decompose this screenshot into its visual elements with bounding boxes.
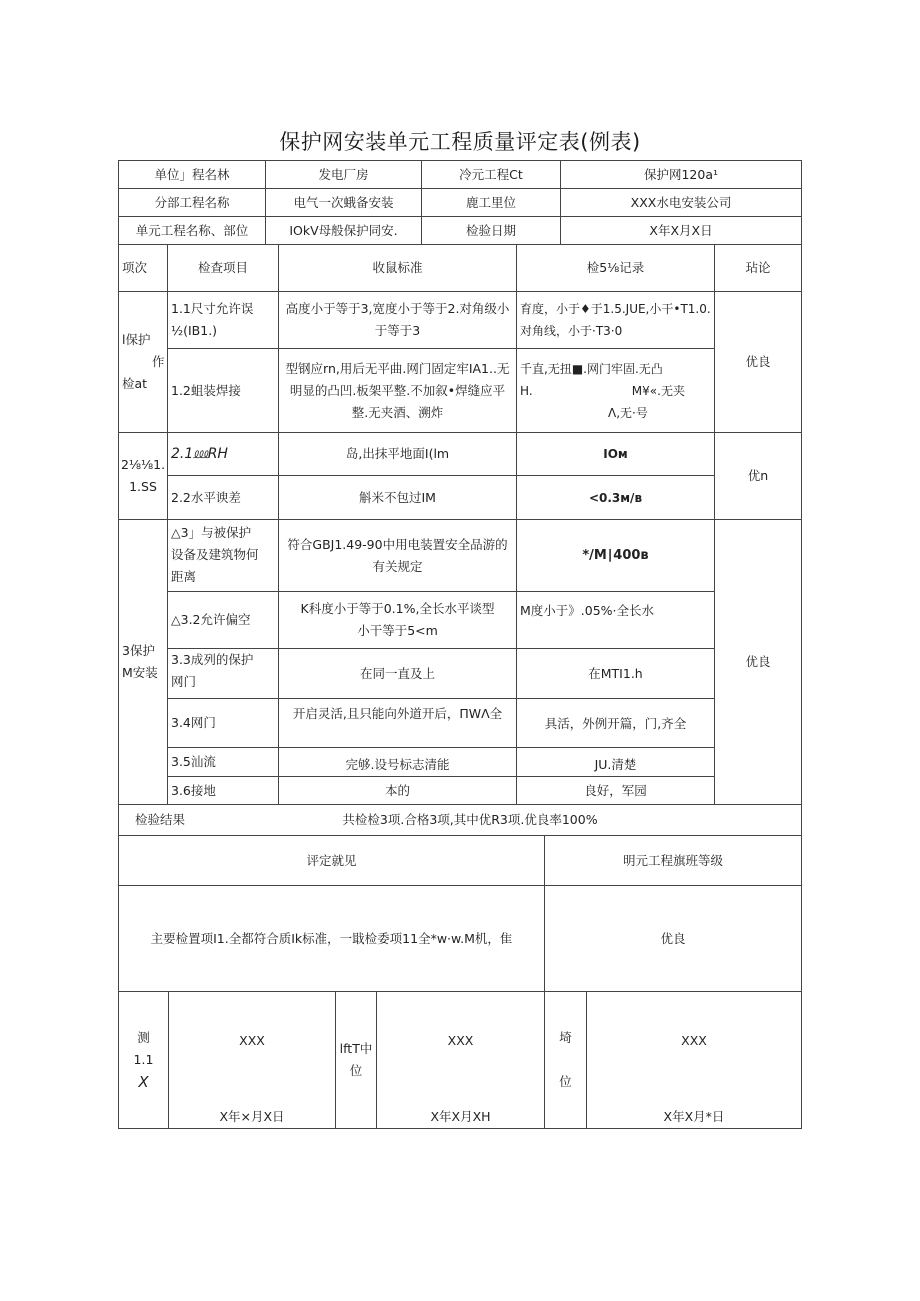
- opinion-text: 主要检置项I1.全都符合质Ik标准，一戢检委项11全*w·w.M机，隹: [118, 885, 545, 992]
- col-index: 项次: [118, 244, 168, 292]
- sign-label-2: lftT中 位: [335, 991, 377, 1129]
- page-title: 保护网安装单元工程质量评定表(例表): [279, 130, 641, 154]
- group1-standard-1: 高度小于等于3,宽度小于等于2.对角级小 于等于3: [278, 291, 517, 349]
- group2-conclusion: 优n: [714, 432, 802, 520]
- group1-standard-2: 型钢应rn,用后无平曲.网门固定牢IA1..无 明显的凸凹.板架平整.不加叙•焊缝应平 整.无夹酒、溯炸: [278, 348, 517, 433]
- sign-date-3: X年X月*日: [663, 1109, 725, 1124]
- group2-record-1: IOм: [516, 432, 715, 476]
- group3-item-4: 3.4网门: [167, 698, 279, 748]
- group3-item-6: 3.6接地: [167, 776, 279, 805]
- group3-record-1: */M∣400в: [516, 519, 715, 592]
- col-item: 检查项目: [167, 244, 279, 292]
- sign-block-2: [376, 991, 545, 1129]
- group3-standard-4: 开启灵活,且只能向外道开后，ПWΛ全: [278, 698, 517, 748]
- group1-conclusion: 优良: [714, 291, 802, 433]
- opinion-header: 评定就见: [118, 835, 545, 886]
- group3-record-6: 良好，军园: [516, 776, 715, 805]
- header-part-label: 单元工程名称、部位: [118, 216, 266, 245]
- col-standard: 收鼠标准: [278, 244, 517, 292]
- group3-standard-2: K科度小于等于0.1%,全长水平谈型 小干等于5<m: [278, 591, 517, 649]
- header-unit-value: 发电厂房: [265, 160, 422, 189]
- group3-standard-5: 完够.设号标志清能: [278, 747, 517, 777]
- header-date-value: X年X月X日: [560, 216, 802, 245]
- sign-label-1: 测 1.1 X: [118, 991, 169, 1129]
- sign-label-3: 埼 位: [544, 991, 587, 1129]
- sign-date-2: X年X月XH: [430, 1109, 491, 1124]
- group1-label: l保护 作 检at: [118, 291, 168, 433]
- header-division-value: 电气一次蛾备安装: [265, 188, 422, 217]
- header-contractor-value: XXX水电安装公司: [560, 188, 802, 217]
- col-conclusion: 玷论: [714, 244, 802, 292]
- group2-record-2: <0.3м/в: [516, 475, 715, 520]
- group2-item-1: 2.1⅏RH: [167, 432, 279, 476]
- result-label: 检验结果: [135, 812, 186, 827]
- sign-block-1: [168, 991, 336, 1129]
- group3-standard-6: 本的: [278, 776, 517, 805]
- group3-standard-1: 符合GBJ1.49-90中用电装置安全品游的 有关规定: [278, 519, 517, 592]
- group1-item-2: 1.2蛆装焊接: [167, 348, 279, 433]
- group1-record-1: 育度，小于♦于1.5.JUE,小干•T1.0. 对角线，小于·T3·0: [516, 291, 715, 349]
- result-row: [118, 804, 802, 836]
- group3-label: 3保护 M安装: [118, 519, 168, 805]
- group2-label: 2⅛⅛1. 1.SS: [118, 432, 168, 520]
- group2-item-2: 2.2水平谀差: [167, 475, 279, 520]
- header-subunit-label: 冷元工程Ct: [421, 160, 561, 189]
- group3-record-4: 具活，外例开篇，门,齐全: [516, 698, 715, 748]
- grade-header: 明元工程旗班等级: [544, 835, 802, 886]
- group1-item-1: 1.1尺寸允许误 ½(IB1.): [167, 291, 279, 349]
- group3-item-2: △3.2允许偏空: [167, 591, 279, 649]
- group3-conclusion: 优良: [714, 519, 802, 805]
- header-subunit-value: 保护网120a¹: [560, 160, 802, 189]
- col-record: 检5⅛记录: [516, 244, 715, 292]
- group3-record-2: M度小于》.05%·全长水: [516, 591, 715, 649]
- header-contractor-label: 鹿工里位: [421, 188, 561, 217]
- group3-standard-3: 在同一直及上: [278, 648, 517, 699]
- sign-name-2: XXX: [447, 1033, 474, 1048]
- grade-value: 优良: [544, 885, 802, 992]
- group3-item-3: 3.3成列的保护 网门: [167, 648, 279, 699]
- group1-record-2: 千直,无扭■.网门牢固.无凸 H. M¥«.无夹 Λ,无·号: [516, 348, 715, 433]
- group3-item-5: 3.5汕流: [167, 747, 279, 777]
- sign-name-1: XXX: [239, 1033, 265, 1048]
- header-division-label: 分部工程名称: [118, 188, 266, 217]
- header-date-label: 检验日期: [421, 216, 561, 245]
- sign-block-3: [586, 991, 802, 1129]
- group3-item-1: △3」与被保护 设备及建筑物何 距离: [167, 519, 279, 592]
- group2-standard-2: 斛米不包过IM: [278, 475, 517, 520]
- sign-name-3: XXX: [681, 1033, 707, 1048]
- group2-standard-1: 岛,出抹平地面I(lm: [278, 432, 517, 476]
- group3-record-3: 在MTI1.h: [516, 648, 715, 699]
- group3-record-5: JU.清楚: [516, 747, 715, 777]
- header-unit-label: 单位」程名林: [118, 160, 266, 189]
- header-part-value: IOkV母般保护同安.: [265, 216, 422, 245]
- sign-date-1: X年×月X日: [219, 1109, 285, 1124]
- result-text: 共检检3项.合格3项,其中优R3项.优良率100%: [342, 812, 598, 827]
